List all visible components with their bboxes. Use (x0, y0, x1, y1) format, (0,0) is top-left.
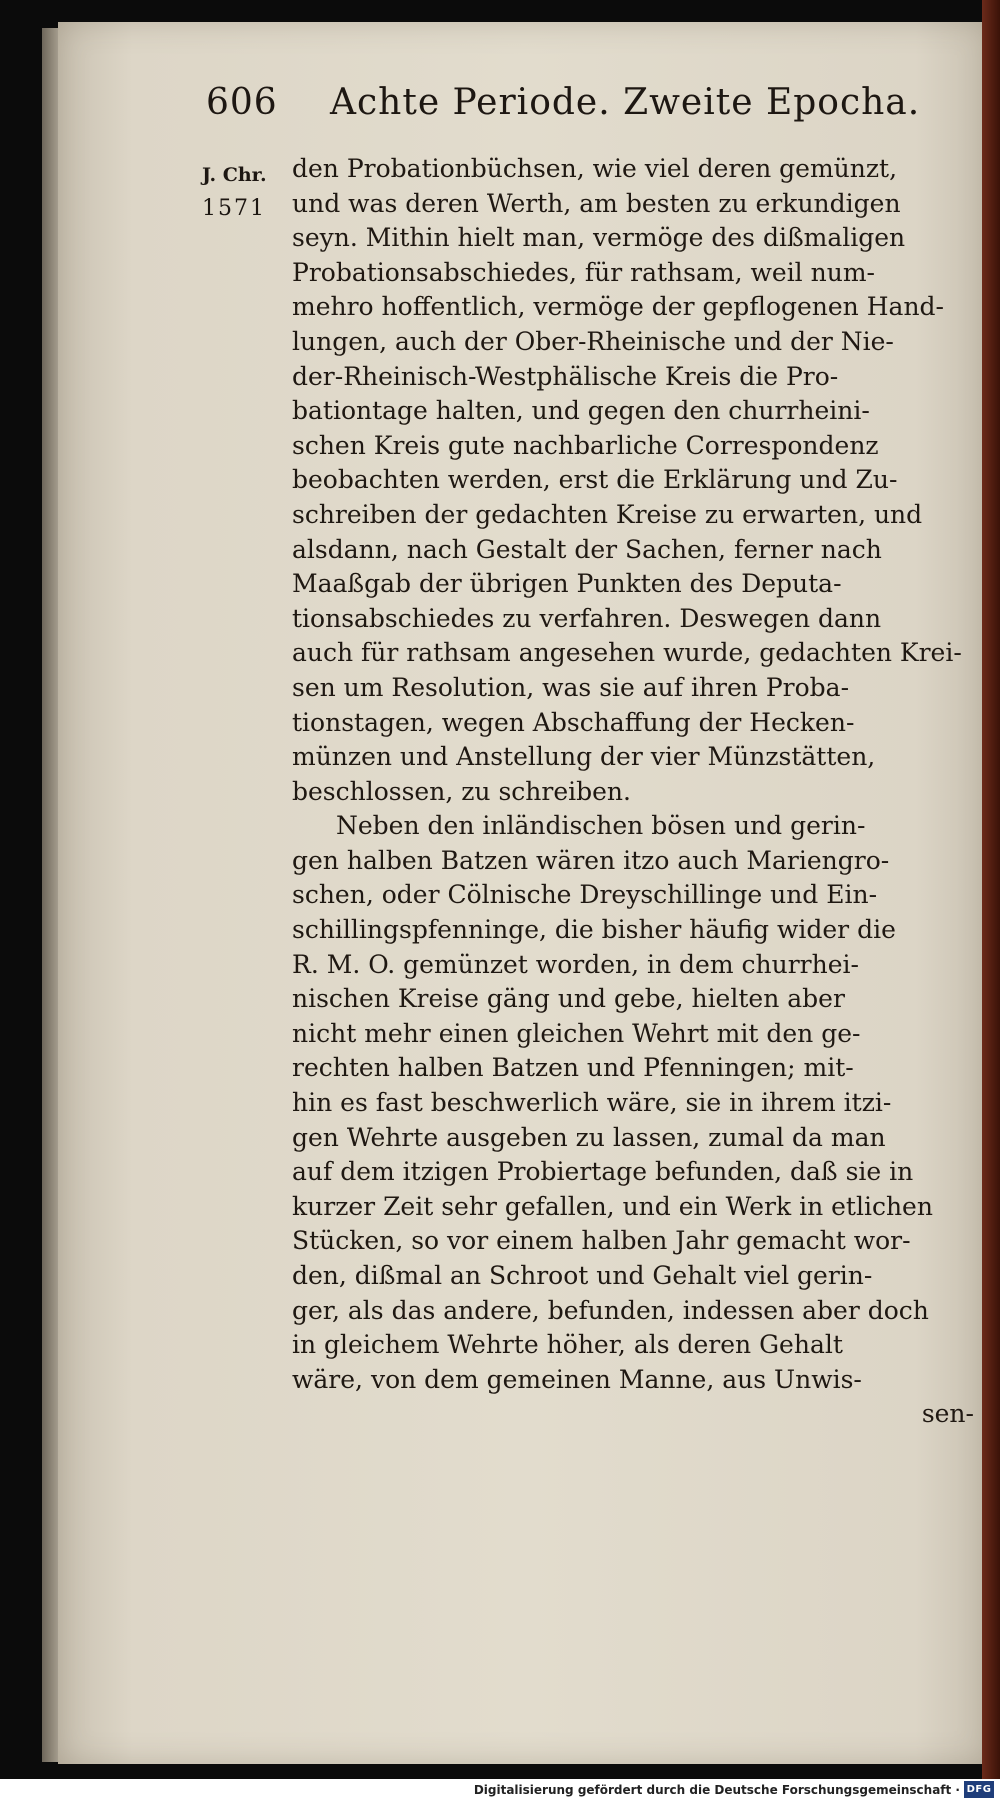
margin-note-year: 1571 (202, 196, 266, 221)
text-line: wäre, von dem gemeinen Manne, aus Unwis- (292, 1364, 862, 1394)
text-line: hin es fast beschwerlich wäre, sie in ihrem itzi- (292, 1088, 892, 1118)
catchword: sen- (921, 1399, 974, 1429)
text-line: seyn. Mithin hielt man, vermöge des dißmaligen (292, 223, 906, 253)
text-line: schreiben der gedachten Kreise zu erwarten, und (292, 499, 923, 529)
text-line: auch für rathsam angesehen wurde, gedachten Krei- (292, 638, 962, 668)
text-line: bationtage halten, und gegen den churrheini- (292, 396, 870, 426)
text-line: und was deren Werth, am besten zu erkundigen (292, 188, 901, 218)
margin-note-era: J. Chr. (202, 164, 267, 186)
text-line: ger, als das andere, befunden, indessen aber doch (292, 1295, 929, 1325)
text-line: lungen, auch der Ober-Rheinische und der Nie- (292, 326, 894, 356)
text-line: tionstagen, wegen Abschaffung der Hecken- (292, 707, 855, 737)
text-line: beobachten werden, erst die Erklärung und Zu- (292, 465, 898, 495)
text-line: der-Rheinisch-Westphälische Kreis die Pro- (292, 361, 839, 391)
text-line: den, dißmal an Schroot und Gehalt viel gerin- (292, 1261, 873, 1290)
text-line: mehro hoffentlich, vermöge der gepflogenen Hand- (292, 292, 944, 322)
page-number: 606 (206, 82, 278, 123)
text-line: R. M. O. gemünzet worden, in dem churrhei- (292, 949, 859, 979)
text-line-paragraph-start: Neben den inländischen bösen und gerin- (336, 811, 866, 841)
text-line: rechten halben Batzen und Pfenningen; mit- (292, 1053, 854, 1083)
text-line: sen um Resolution, was sie auf ihren Proba- (292, 672, 850, 702)
text-line: nischen Kreise gäng und gebe, hielten aber (292, 984, 845, 1014)
body-text (292, 152, 974, 1432)
text-line: schen Kreis gute nachbarliche Correspondenz (292, 430, 879, 460)
text-line: beschlossen, zu schreiben. (292, 776, 631, 806)
text-line: gen halben Batzen wären itzo auch Mariengro- (292, 845, 890, 875)
funding-credit: Digitalisierung gefördert durch die Deutsche Forschungsgemeinschaft · (473, 1783, 960, 1797)
text-line: schillingspfenninge, die bisher häufig wider die (292, 915, 896, 945)
text-line: in gleichem Wehrte höher, als deren Gehalt (292, 1330, 843, 1360)
text-line: alsdann, nach Gestalt der Sachen, ferner nach (292, 534, 882, 564)
text-line: tionsabschiedes zu verfahren. Deswegen dann (292, 603, 882, 633)
text-line: münzen und Anstellung der vier Münzstätten, (292, 742, 876, 772)
text-line: Stücken, so vor einem halben Jahr gemacht wor- (292, 1226, 911, 1256)
text-line: den Probationbüchsen, wie viel deren gemünzt, (292, 154, 898, 183)
running-head: Achte Periode. Zweite Epocha. (330, 82, 921, 123)
book-spine (982, 0, 1000, 1801)
text-line: auf dem itzigen Probiertage befunden, daß sie in (292, 1157, 914, 1187)
text-line: gen Wehrte ausgeben zu lassen, zumal da man (292, 1122, 886, 1152)
text-line: Maaßgab der übrigen Punkten des Deputa- (292, 569, 842, 599)
text-line: schen, oder Cölnische Dreyschillinge und Ein- (292, 880, 878, 910)
text-line: Probationsabschiedes, für rathsam, weil num- (292, 257, 875, 287)
text-line: kurzer Zeit sehr gefallen, und ein Werk in etlichen (292, 1191, 933, 1221)
dfg-logo: DFG (964, 1781, 994, 1798)
text-line: nicht mehr einen gleichen Wehrt mit den ge- (292, 1018, 861, 1048)
